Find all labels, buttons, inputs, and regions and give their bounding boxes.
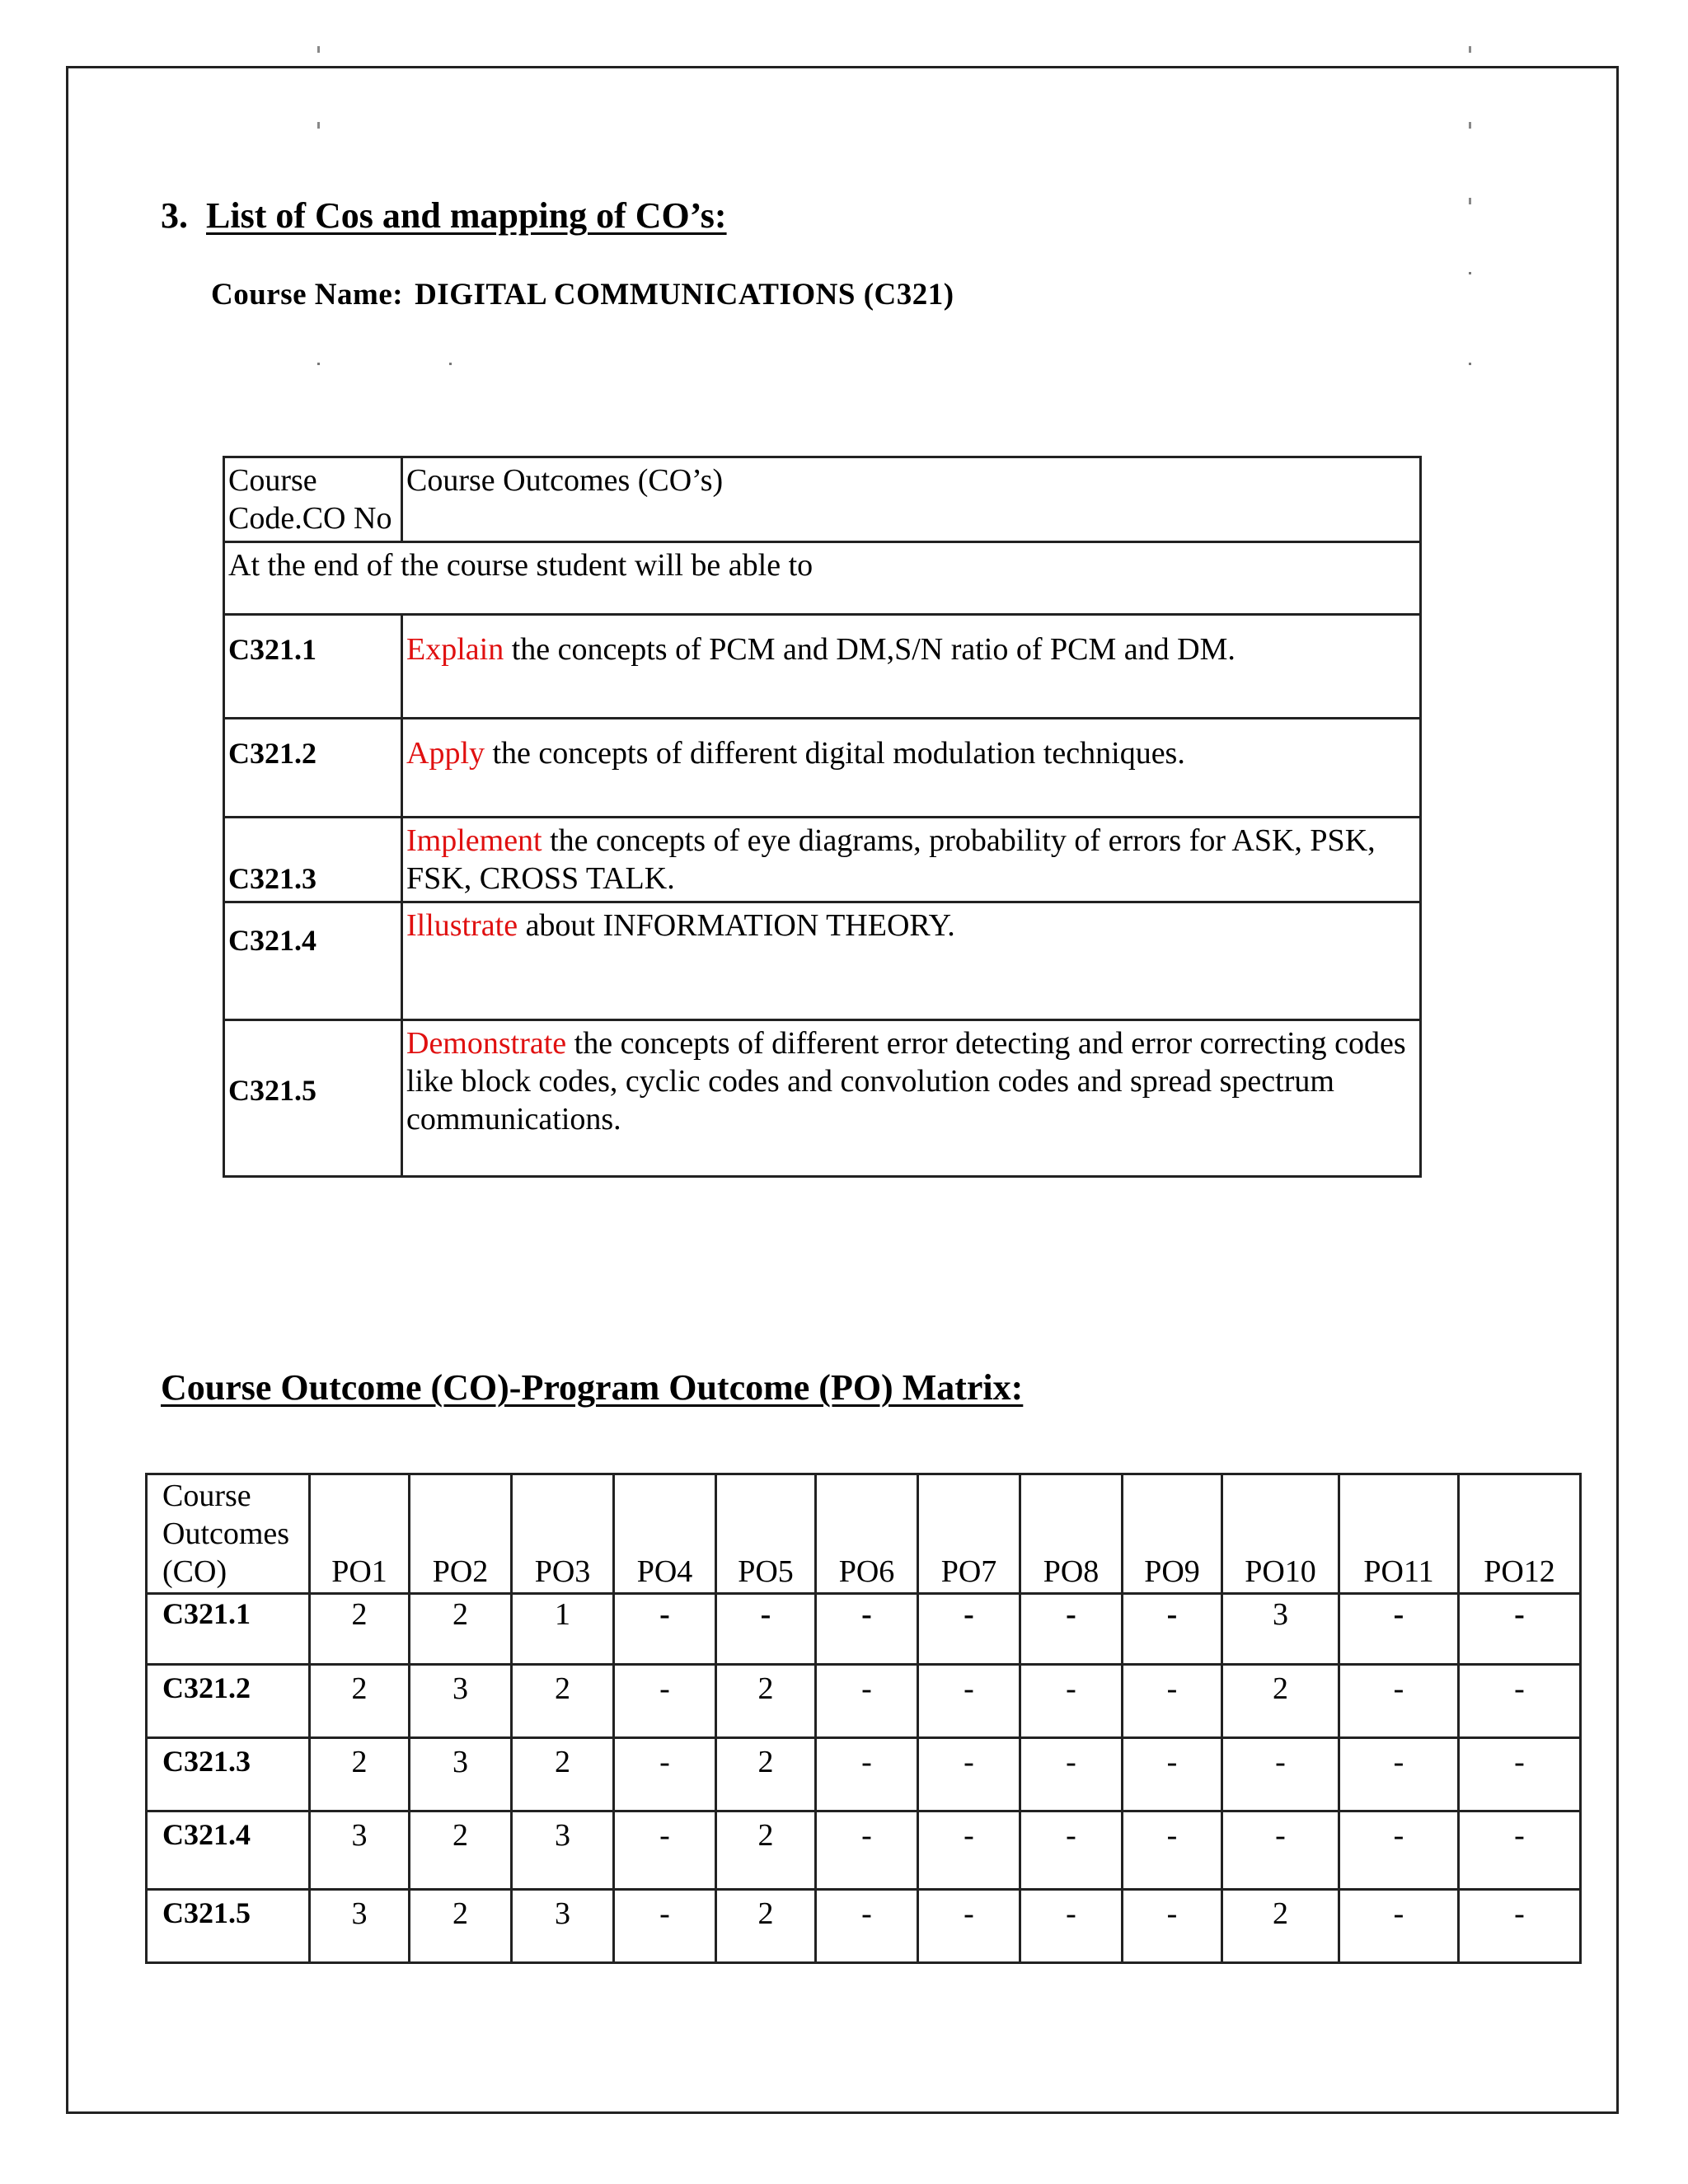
table-row [224, 902, 1421, 1020]
matrix-cell: - [1459, 1594, 1581, 1665]
matrix-cell: - [1222, 1811, 1339, 1890]
po-header: PO3 [512, 1474, 614, 1594]
matrix-cell: - [1020, 1665, 1123, 1738]
table-row [224, 1020, 1421, 1177]
co-verb: Apply [406, 736, 485, 771]
matrix-title: Course Outcome (CO)-Program Outcome (PO) Matrix: [161, 1367, 1024, 1408]
matrix-cell: - [1339, 1594, 1459, 1665]
matrix-cell: - [1123, 1890, 1222, 1963]
matrix-cell: 2 [310, 1665, 410, 1738]
matrix-row-co: C321.1 [147, 1594, 310, 1665]
course-outcomes-table [223, 456, 1422, 1178]
scan-mark [1469, 198, 1471, 204]
course-name-label: Course Name: [211, 278, 404, 312]
matrix-row-co: C321.2 [147, 1665, 310, 1738]
matrix-cell: - [614, 1811, 716, 1890]
matrix-cell: 2 [1222, 1890, 1339, 1963]
matrix-cell: - [1123, 1811, 1222, 1890]
matrix-cell: 2 [512, 1665, 614, 1738]
po-header: PO5 [716, 1474, 816, 1594]
matrix-cell: - [1020, 1738, 1123, 1811]
co-verb: Explain [406, 632, 504, 667]
matrix-cell: - [614, 1594, 716, 1665]
matrix-cell: - [1459, 1665, 1581, 1738]
matrix-cell: 2 [310, 1738, 410, 1811]
matrix-cell: - [1339, 1811, 1459, 1890]
po-header: PO9 [1123, 1474, 1222, 1594]
po-header: PO1 [310, 1474, 410, 1594]
matrix-cell: - [816, 1811, 918, 1890]
matrix-cell: - [816, 1738, 918, 1811]
co-description [402, 818, 1421, 902]
matrix-cell: 3 [410, 1738, 512, 1811]
matrix-cell: - [716, 1594, 816, 1665]
matrix-cell: 2 [410, 1811, 512, 1890]
po-header: PO10 [1222, 1474, 1339, 1594]
co-code: C321.3 [224, 818, 402, 902]
co-po-matrix [145, 1473, 1582, 1964]
matrix-cell: - [1123, 1594, 1222, 1665]
co-text: the concepts of different digital modulation techniques. [485, 736, 1185, 771]
co-verb: Implement [406, 823, 542, 858]
matrix-cell: 2 [1222, 1665, 1339, 1738]
scan-mark [449, 363, 452, 365]
matrix-cell: - [918, 1890, 1020, 1963]
matrix-cell: - [1020, 1811, 1123, 1890]
co-verb: Illustrate [406, 908, 518, 943]
matrix-cell: - [1020, 1890, 1123, 1963]
co-verb: Demonstrate [406, 1026, 567, 1061]
course-name-value: DIGITAL COMMUNICATIONS (C321) [415, 278, 954, 312]
scan-mark [317, 46, 320, 53]
po-header: PO12 [1459, 1474, 1581, 1594]
matrix-cell: 2 [716, 1665, 816, 1738]
po-header: PO7 [918, 1474, 1020, 1594]
co-description [402, 1020, 1421, 1177]
matrix-cell: 3 [410, 1665, 512, 1738]
scan-mark [1469, 46, 1471, 53]
matrix-header-row [147, 1474, 1581, 1594]
matrix-cell: 3 [512, 1811, 614, 1890]
matrix-cell: 3 [310, 1811, 410, 1890]
matrix-cell: 3 [512, 1890, 614, 1963]
co-code: C321.5 [224, 1020, 402, 1177]
scan-mark [317, 363, 320, 365]
scan-mark [317, 122, 320, 129]
co-text: about INFORMATION THEORY. [518, 908, 955, 943]
co-intro-text: At the end of the course student will be able to [224, 542, 1421, 615]
po-header: PO4 [614, 1474, 716, 1594]
co-table-header-row [224, 457, 1421, 542]
section-number: 3. [161, 195, 188, 236]
co-description [402, 615, 1421, 719]
co-text: the concepts of eye diagrams, probability of errors for ASK, PSK, FSK, CROSS TALK. [406, 823, 1376, 896]
table-row [147, 1738, 1581, 1811]
table-row [147, 1890, 1581, 1963]
co-code: C321.2 [224, 719, 402, 818]
po-header: PO6 [816, 1474, 918, 1594]
co-description [402, 902, 1421, 1020]
matrix-cell: 1 [512, 1594, 614, 1665]
po-header: PO11 [1339, 1474, 1459, 1594]
matrix-cell: - [918, 1811, 1020, 1890]
matrix-cell: 2 [716, 1738, 816, 1811]
table-row [147, 1811, 1581, 1890]
table-row [224, 719, 1421, 818]
matrix-cell: 3 [1222, 1594, 1339, 1665]
matrix-cell: - [816, 1594, 918, 1665]
scan-mark [1469, 272, 1471, 274]
matrix-cell: - [918, 1594, 1020, 1665]
scan-mark [1469, 122, 1471, 129]
matrix-cell: - [1020, 1594, 1123, 1665]
table-row [147, 1665, 1581, 1738]
co-text: the concepts of PCM and DM,S/N ratio of PCM and DM. [504, 632, 1236, 667]
matrix-cell: 3 [310, 1890, 410, 1963]
matrix-cell: 2 [310, 1594, 410, 1665]
table-row [224, 615, 1421, 719]
matrix-cell: 2 [410, 1890, 512, 1963]
co-code: C321.4 [224, 902, 402, 1020]
matrix-corner-header: Course Outcomes (CO) [147, 1474, 310, 1594]
matrix-cell: - [918, 1665, 1020, 1738]
matrix-cell: 2 [716, 1811, 816, 1890]
co-header-outcomes: Course Outcomes (CO’s) [402, 457, 1421, 542]
section-title: List of Cos and mapping of CO’s: [206, 195, 727, 236]
matrix-cell: - [1339, 1665, 1459, 1738]
matrix-cell: - [918, 1738, 1020, 1811]
matrix-cell: - [1339, 1890, 1459, 1963]
co-text: the concepts of different error detecting and error correcting codes like block codes, cyclic codes and convolution codes and spread spectrum communications. [406, 1026, 1406, 1137]
co-table-intro-row [224, 542, 1421, 615]
matrix-cell: - [1123, 1665, 1222, 1738]
matrix-cell: - [614, 1738, 716, 1811]
table-row [224, 818, 1421, 902]
matrix-cell: 2 [512, 1738, 614, 1811]
table-row [147, 1594, 1581, 1665]
scan-mark [1469, 363, 1471, 365]
matrix-cell: - [1339, 1738, 1459, 1811]
matrix-row-co: C321.4 [147, 1811, 310, 1890]
matrix-cell: - [614, 1890, 716, 1963]
matrix-row-co: C321.5 [147, 1890, 310, 1963]
co-header-code: Course Code.CO No [224, 457, 402, 542]
po-header: PO2 [410, 1474, 512, 1594]
matrix-cell: - [1222, 1738, 1339, 1811]
co-description [402, 719, 1421, 818]
po-header: PO8 [1020, 1474, 1123, 1594]
co-code: C321.1 [224, 615, 402, 719]
matrix-cell: - [1459, 1738, 1581, 1811]
matrix-cell: - [1459, 1811, 1581, 1890]
section-heading [161, 194, 727, 237]
matrix-cell: - [1123, 1738, 1222, 1811]
matrix-cell: 2 [716, 1890, 816, 1963]
matrix-cell: 2 [410, 1594, 512, 1665]
matrix-cell: - [816, 1665, 918, 1738]
course-name-line [211, 277, 954, 312]
matrix-row-co: C321.3 [147, 1738, 310, 1811]
matrix-cell: - [1459, 1890, 1581, 1963]
matrix-cell: - [614, 1665, 716, 1738]
matrix-cell: - [816, 1890, 918, 1963]
